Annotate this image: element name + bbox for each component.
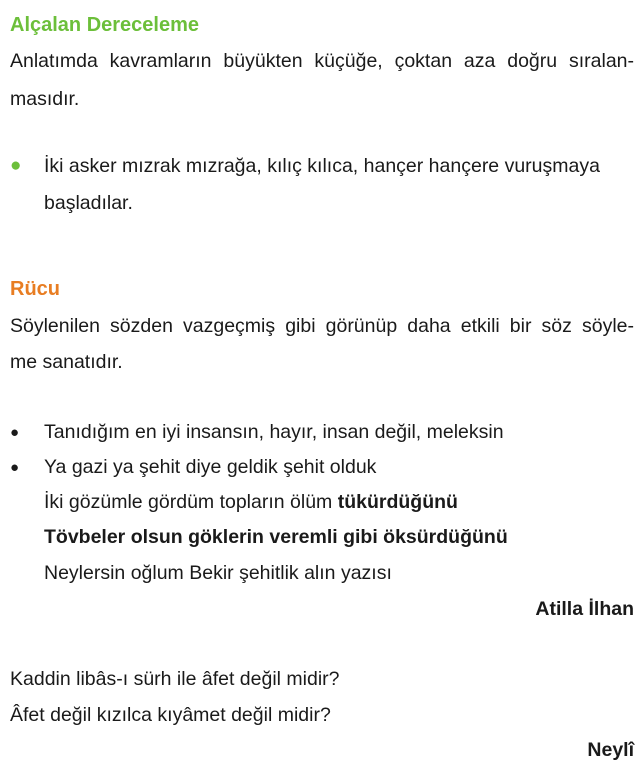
poem-line: Tövbeler olsun göklerin veremli gibi öksürdüğünü bbox=[44, 526, 508, 548]
verse-line: Kaddin libâs-ı sürh ile âfet değil midir? bbox=[10, 668, 340, 690]
verse-author: Neylî bbox=[587, 739, 634, 761]
bullet-icon: ● bbox=[10, 424, 20, 441]
poem-author: Atilla İlhan bbox=[535, 598, 634, 620]
definition-line: masıdır. bbox=[10, 88, 80, 110]
section-title-rucu: Rücu bbox=[10, 278, 60, 300]
poem-line: Ya gazi ya şehit diye geldik şehit olduk bbox=[44, 456, 377, 478]
definition-line: me sanatıdır. bbox=[10, 351, 123, 373]
verse-line: Âfet değil kızılca kıyâmet değil midir? bbox=[10, 704, 331, 726]
poem-line bbox=[44, 491, 458, 514]
poem-line-text: İki gözümle gördüm topların ölüm bbox=[44, 491, 338, 513]
example-line: başladılar. bbox=[44, 192, 133, 214]
definition-line: Söylenilen sözden vazgeçmiş gibi görünüp daha etkili bir söz söyle- bbox=[10, 315, 634, 337]
definition-line: Anlatımda kavramların büyükten küçüğe, çoktan aza doğru sıralan- bbox=[10, 50, 634, 72]
bullet-icon: ● bbox=[10, 459, 20, 476]
poem-emphasis: tükürdüğünü bbox=[337, 491, 458, 513]
example-line: İki asker mızrak mızrağa, kılıç kılıca, hançer hançere vuruşmaya bbox=[44, 155, 600, 177]
bullet-icon: ● bbox=[10, 155, 22, 176]
poem-line: Neylersin oğlum Bekir şehitlik alın yazısı bbox=[44, 562, 392, 584]
section-title-alcalan-dereceleme: Alçalan Dereceleme bbox=[10, 14, 200, 36]
example-line: Tanıdığım en iyi insansın, hayır, insan değil, meleksin bbox=[44, 421, 504, 443]
